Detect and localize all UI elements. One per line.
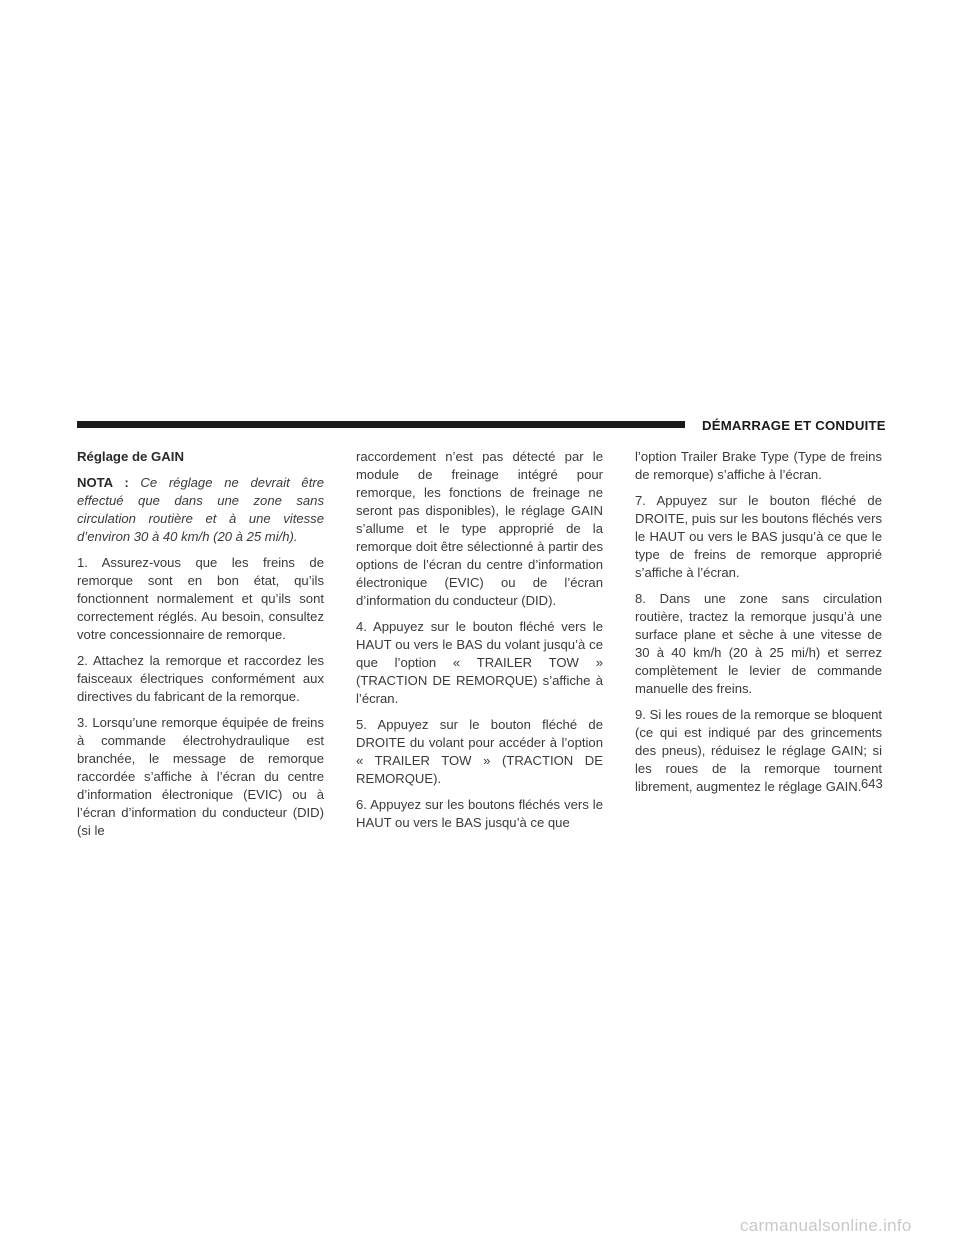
page-number: 643 — [861, 776, 883, 791]
column-2 — [356, 448, 603, 840]
note-text: Ce réglage ne devrait être effectué que dans une zone sans circulation routière et à une vitesse d’environ 30 à 40 km/h (20 à 25 mi/h). — [77, 475, 324, 544]
note-label: NOTA : — [77, 475, 129, 490]
section-title: DÉMARRAGE ET CONDUITE — [702, 418, 886, 433]
gain-heading: Réglage de GAIN — [77, 449, 184, 464]
step-8: 8. Dans une zone sans circulation routière, tractez la remorque jusqu’à une surface plane et sèche à une vitesse de 30 à 40 km/h (20 à 25 mi/h) et serrez complètement le levier de commande manuelle des freins. — [635, 591, 882, 696]
step-2: 2. Attachez la remorque et raccordez les faisceaux électriques conformément aux directives du fabricant de la remorque. — [77, 653, 324, 704]
column-1 — [77, 448, 324, 848]
step-4: 4. Appuyez sur le bouton fléché vers le HAUT ou vers le BAS du volant jusqu’à ce que l’option « TRAILER TOW » (TRACTION DE REMORQUE) s’affiche à l’écran. — [356, 619, 603, 706]
step-5: 5. Appuyez sur le bouton fléché de DROITE du volant pour accéder à l’option « TRAILER TOW » (TRACTION DE REMORQUE). — [356, 717, 603, 786]
step-6: 6. Appuyez sur les boutons fléchés vers le HAUT ou vers le BAS jusqu’à ce que — [356, 797, 603, 830]
step-1: 1. Assurez-vous que les freins de remorque sont en bon état, qu’ils fonctionnent normalement et qu’ils sont correctement réglés. Au besoin, consultez votre concessionnaire de remorque. — [77, 555, 324, 642]
watermark-link[interactable]: carmanualsonline.info — [740, 1216, 912, 1235]
step-3-continued: raccordement n’est pas détecté par le module de freinage intégré pour remorque, les fonctions de freinage ne seront pas disponibles), le réglage GAIN s’allume et le type approprié de la remorque doit être sélectionné à partir des options de l’écran du centre d’information électronique (EVIC) ou de l’écran d’information du conducteur (DID). — [356, 449, 603, 608]
column-3 — [635, 448, 882, 804]
step-3: 3. Lorsqu’une remorque équipée de freins à commande électrohydraulique est branchée, le message de remorque raccordée s’affiche à l’écran du centre d’information électronique (EVIC) ou à l’écran d’information du conducteur (DID) (si le — [77, 715, 324, 838]
step-7: 7. Appuyez sur le bouton fléché de DROITE, puis sur les boutons fléchés vers le HAUT ou vers le BAS jusqu’à ce que le type de freins de remorque approprié s’affiche à l’écran. — [635, 493, 882, 580]
step-9: 9. Si les roues de la remorque se bloquent (ce qui est indiqué par des grincements des pneus), réduisez le réglage GAIN; si les roues de la remorque tournent librement, augmentez le réglage GAIN. — [635, 707, 882, 794]
step-6-continued: l’option Trailer Brake Type (Type de freins de remorque) s’affiche à l’écran. — [635, 449, 882, 482]
header-rule — [77, 421, 685, 428]
note-paragraph — [77, 474, 324, 546]
